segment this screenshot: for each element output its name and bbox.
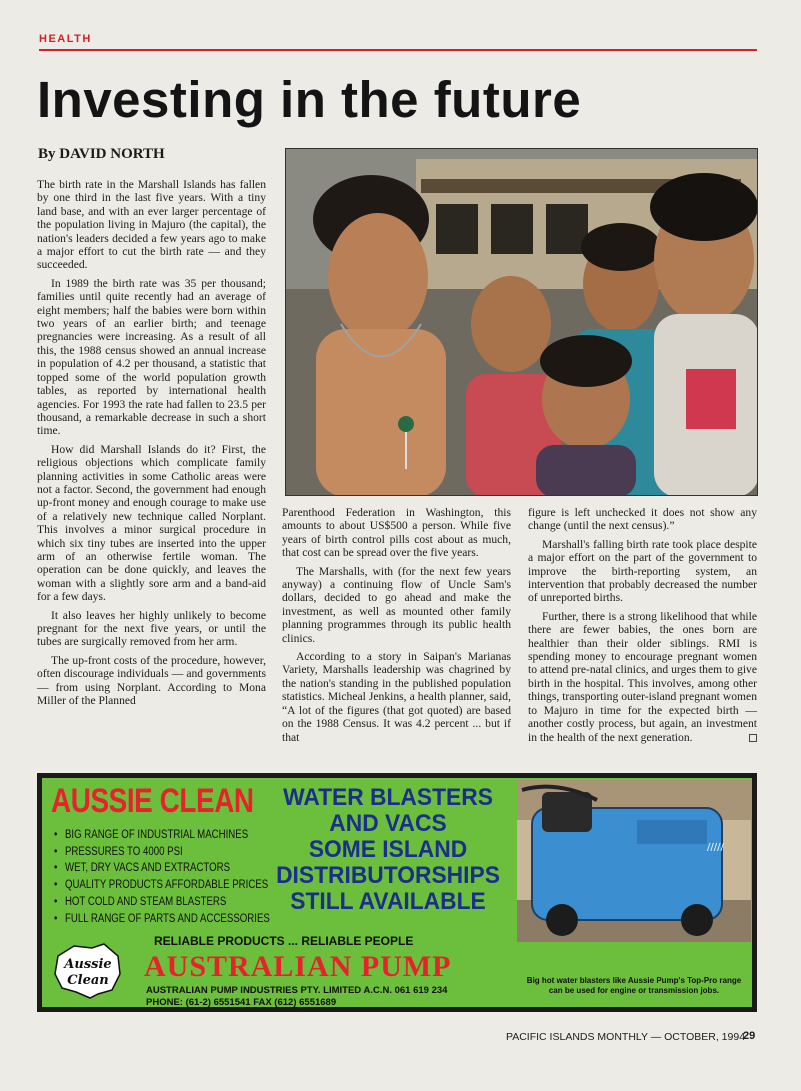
svg-text://///: /////: [707, 842, 724, 853]
article-byline: By DAVID NORTH: [38, 146, 165, 162]
paragraph: According to a story in Saipan's Marianas Variety, Marshalls leadership was chagrined by the nation's standing in the published population statistics. Micheal Jenkins, a health planner, said, “A lot of the figures (that got quoted) are based on the 1988 Census. It was 4.2 percent ... but if that: [282, 650, 511, 744]
publication-footer: PACIFIC ISLANDS MONTHLY — OCTOBER, 1994: [506, 1031, 746, 1043]
ad-feature-item: • BIG RANGE OF INDUSTRIAL MACHINES: [54, 827, 270, 844]
article-column-3: [528, 506, 757, 749]
ad-feature-item: • FULL RANGE OF PARTS AND ACCESSORIES: [54, 911, 270, 928]
ad-address-line: AUSTRALIAN PUMP INDUSTRIES PTY. LIMITED A.C.N. 061 619 234: [146, 985, 448, 996]
paragraph: How did Marshall Islands do it? First, the religious objections which complicate family planning activities in some Catholic areas were not a factor. Second, the government had enough up-front money and enough courage to make use of a relatively new technique called Norplant. This involves a minor surgical procedure in which six tiny tubes are inserted into the upper arm of an otherwise fertile woman. The operation can be done quickly, and leaves the woman with a slightly sore arm and a band-aid for a few days.: [37, 442, 266, 604]
advertisement-panel: [42, 778, 752, 1007]
svg-text:Aussie: Aussie: [64, 957, 112, 972]
aussie-clean-logo: [52, 942, 124, 1000]
paragraph: Marshall's falling birth rate took place despite a major effort on the part of the government to improve the birth-reporting system, an intervention that probably decreased the number of unreported births.: [528, 537, 757, 605]
ad-feature-item: • QUALITY PRODUCTS AFFORDABLE PRICES: [54, 877, 270, 894]
article-headline: Investing in the future: [37, 71, 582, 128]
article-column-2: [282, 506, 511, 749]
paragraph: The birth rate in the Marshall Islands has fallen by one third in the last five years. With a tiny land base, and with an ever larger percentage of the population living in Majuro (the capital), the nation's leaders decided a few years ago to make a major effort to cut the birth rate — and they succeeded.: [37, 178, 266, 272]
ad-offer-line: DISTRIBUTORSHIPS: [276, 862, 500, 889]
ad-tagline: RELIABLE PRODUCTS ... RELIABLE PEOPLE: [154, 934, 414, 948]
ad-feature-item: • HOT COLD AND STEAM BLASTERS: [54, 894, 270, 911]
ad-offer-line: WATER BLASTERS: [283, 784, 493, 811]
paragraph: The Marshalls, with (for the next few years anyway) a continuing flow of Uncle Sam's dollars, decided to go ahead and make the investment, as well as mounted other family planning programmes through its public health clinics.: [282, 564, 511, 645]
ad-contact: [146, 985, 447, 1009]
paragraph: The up-front costs of the procedure, however, often discourage individuals — and governments — from using Norplant. According to Mona Miller of the Planned: [37, 653, 266, 708]
ad-feature-item: • WET, DRY VACS AND EXTRACTORS: [54, 860, 270, 877]
ad-photo-caption: Big hot water blasters like Aussie Pump's Top-Pro range can be used for engine or transmission jobs.: [526, 976, 742, 995]
page-number: 29: [743, 1030, 756, 1042]
paragraph-text: Further, there is a strong likelihood that while there are fewer babies, the ones born are healthier than their older siblings. RMI is spending money to encourage pregnant women to attend pre-natal clinics, and urges them to give birth in the hospital. This involves, among other things, transporting outer-island pregnant women to Majuro in time for the expected birth — another costly process, but again, an investment in the health of the next generation.: [528, 609, 757, 744]
advertisement: [37, 773, 757, 1012]
water-blaster-photo: [517, 780, 751, 942]
section-divider: [39, 49, 757, 51]
paragraph: [528, 610, 757, 744]
article-column-1: [37, 178, 266, 712]
paragraph: In 1989 the birth rate was 35 per thousand; families until quite recently had an average of eight members; half the babies were born within two years of an earlier birth; and teenage pregnancies were increasing. As a result of all this, the 1988 census showed an annual increase in population of 4.2 per thousand, a statistic that topped some of the world population growth tables, as reported by international health agencies. For 1993 the rate had fallen to 23.5 per thousand, a remarkable decrease in such a short time.: [37, 276, 266, 438]
end-of-article-icon: [749, 734, 757, 742]
ad-brand-name: AUSSIE CLEAN: [51, 782, 254, 820]
ad-company-name: AUSTRALIAN PUMP: [144, 950, 452, 983]
svg-text:Clean: Clean: [67, 973, 109, 988]
paragraph: figure is left unchecked it does not show any change (until the next census).”: [528, 506, 757, 533]
ad-offer: [274, 785, 502, 915]
section-label: HEALTH: [39, 33, 92, 45]
ad-offer-line: AND VACS: [329, 810, 447, 837]
paragraph: It also leaves her highly unlikely to become pregnant for the next five years, or until the tubes are surgically removed from her arm.: [37, 608, 266, 649]
paragraph: Parenthood Federation in Washington, this amounts to about US$500 a person. While five years of birth control pills cost about as much, that cost can be spread over the five years.: [282, 506, 511, 560]
ad-offer-line: STILL AVAILABLE: [290, 888, 486, 915]
ad-feature-item: • PRESSURES TO 4000 PSI: [54, 844, 270, 861]
ad-feature-list: [54, 827, 270, 927]
ad-phone-line: PHONE: (61-2) 6551541 FAX (612) 6551689: [146, 997, 337, 1008]
children-photo: [285, 148, 758, 496]
ad-offer-line: SOME ISLAND: [308, 836, 468, 863]
